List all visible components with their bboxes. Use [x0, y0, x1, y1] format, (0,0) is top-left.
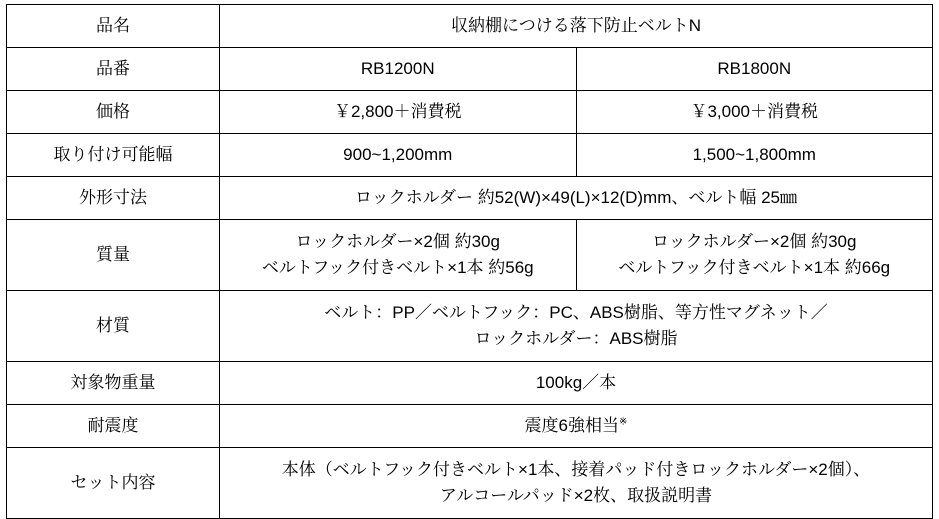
weight-col1-line2: ベルトフック付きベルト×1本 約56g	[261, 258, 534, 277]
row-value-object-weight: 100kg／本	[220, 362, 933, 405]
row-value-material	[220, 291, 933, 362]
row-value-price-col2: ￥3,000＋消費税	[576, 91, 933, 134]
row-value-model-number-col1: RB1200N	[220, 48, 577, 91]
row-value-seismic-rating	[220, 405, 933, 448]
row-label-dimensions: 外形寸法	[7, 177, 220, 220]
row-label-object-weight: 対象物重量	[7, 362, 220, 405]
row-label-set-contents: セット内容	[7, 448, 220, 519]
table-row	[7, 177, 933, 220]
weight-col2-line2: ベルトフック付きベルト×1本 約66g	[618, 258, 891, 277]
row-value-price-col1: ￥2,800＋消費税	[220, 91, 577, 134]
table-row	[7, 5, 933, 48]
row-label-model-number: 品番	[7, 48, 220, 91]
product-spec-table	[6, 4, 933, 519]
material-line2: ロックホルダー：ABS樹脂	[474, 329, 678, 348]
row-label-price: 価格	[7, 91, 220, 134]
table-row	[7, 220, 933, 291]
row-label-seismic-rating: 耐震度	[7, 405, 220, 448]
row-label-weight: 質量	[7, 220, 220, 291]
seismic-rating-text: 震度6強相当	[524, 415, 620, 435]
table-row	[7, 134, 933, 177]
row-value-weight-col1	[220, 220, 577, 291]
set-contents-line1: 本体（ベルトフック付きベルト×1本、接着パッド付きロックホルダー×2個）、	[281, 459, 871, 479]
row-value-weight-col2	[576, 220, 933, 291]
table-row	[7, 48, 933, 91]
row-value-set-contents	[220, 448, 933, 519]
row-label-installable-width: 取り付け可能幅	[7, 134, 220, 177]
table-row	[7, 405, 933, 448]
material-line1: ベルト：PP／ベルトフック：PC、ABS樹脂、等方性マグネット／	[324, 302, 828, 322]
row-value-installable-width-col1: 900~1,200mm	[220, 134, 577, 177]
weight-col2-line1: ロックホルダー×2個 約30g	[652, 231, 857, 251]
row-value-dimensions: ロックホルダー 約52(W)×49(L)×12(D)mm、ベルト幅 25㎜	[220, 177, 933, 220]
table-row	[7, 362, 933, 405]
table-row	[7, 91, 933, 134]
seismic-rating-note: ※	[619, 416, 628, 428]
set-contents-line2: アルコールパッド×2枚、取扱説明書	[439, 486, 713, 505]
table-row	[7, 291, 933, 362]
row-value-installable-width-col2: 1,500~1,800mm	[576, 134, 933, 177]
row-label-material: 材質	[7, 291, 220, 362]
table-row	[7, 448, 933, 519]
weight-col1-line1: ロックホルダー×2個 約30g	[295, 231, 500, 251]
row-value-model-number-col2: RB1800N	[576, 48, 933, 91]
row-value-product-name: 収納棚につける落下防止ベルトN	[220, 5, 933, 48]
row-label-product-name: 品名	[7, 5, 220, 48]
